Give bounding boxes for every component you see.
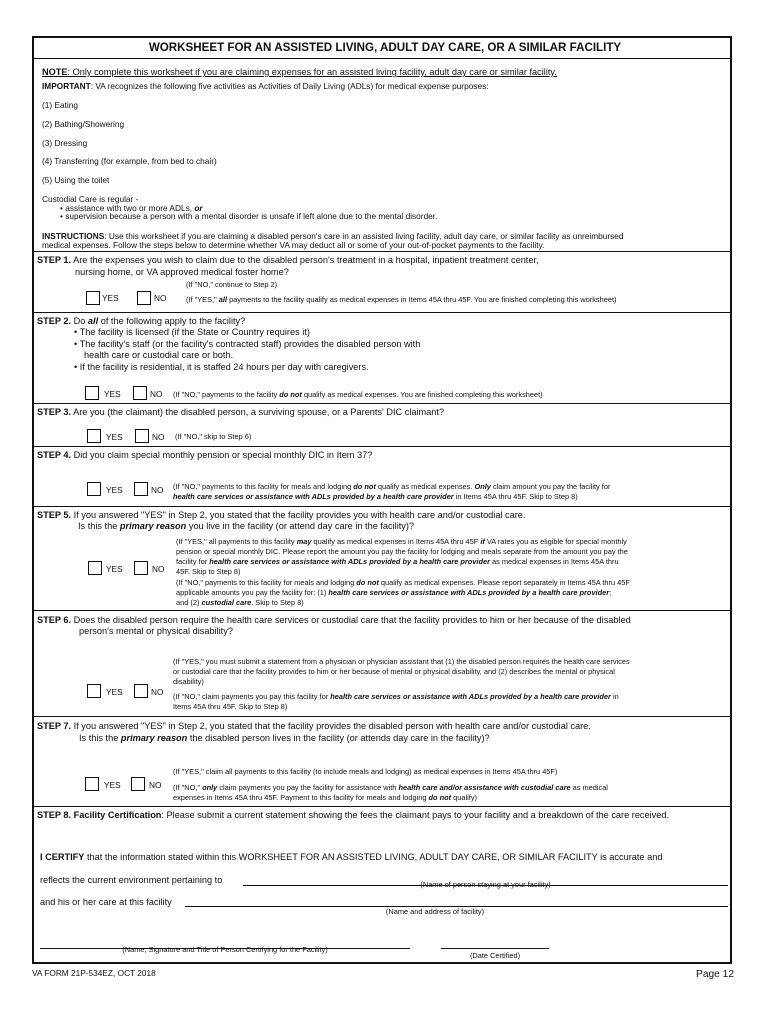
step6-if-yes: disability) — [173, 677, 204, 686]
custodial-intro: Custodial Care is regular - — [42, 194, 139, 204]
person-name-caption: (Name of person staying at your facility) — [420, 880, 551, 889]
step5-if-yes: 45F. Skip to Step 8) — [176, 567, 241, 576]
page-number: Page 12 — [696, 969, 734, 980]
step3-no-checkbox[interactable] — [135, 429, 149, 443]
no-label: NO — [149, 780, 162, 790]
adl-item: (3) Dressing — [42, 138, 88, 148]
step7-question: Is this the primary reason the disabled person lives in the facility (or attends day care in the facility)? — [79, 733, 490, 743]
step6-question: person's mental or physical disability? — [79, 626, 233, 636]
instructions-line: medical expenses. Follow the steps below to determine whether VA may deduct all or some of your out-of-pocket payments to the facility. — [42, 240, 545, 250]
step2-yes-checkbox[interactable] — [85, 386, 99, 400]
divider — [33, 806, 732, 807]
step1-yes-checkbox[interactable] — [86, 291, 100, 305]
important-line: IMPORTANT: VA recognizes the following five activities as Activities of Daily Living (ADLs) for medical expense purposes: — [42, 81, 489, 91]
step2-bullet: • The facility's staff (or the facility's contracted staff) provides the disabled person with — [74, 339, 421, 349]
yes-label: YES — [106, 432, 123, 442]
certify-line: I CERTIFY that the information stated within this WORKSHEET FOR AN ASSISTED LIVING, ADULT DAY CARE, OR SIMILAR FACILITY is accurate and — [40, 852, 663, 862]
step5-if-yes: facility for health care services or assistance with ADLs provided by a health care provider as medical expenses in Items 45A thru — [176, 557, 619, 566]
period: . — [729, 897, 732, 907]
step4-no-checkbox[interactable] — [134, 482, 148, 496]
divider — [33, 251, 732, 252]
no-label: NO — [151, 485, 164, 495]
step5-yes-checkbox[interactable] — [88, 561, 102, 575]
step6-no-checkbox[interactable] — [134, 684, 148, 698]
no-label: NO — [152, 432, 165, 442]
step1-no-checkbox[interactable] — [137, 291, 151, 305]
divider — [33, 403, 732, 404]
step7-if-no: (If "NO," only claim payments you pay the facility for assistance with health care and/or assistance with custodial care as medical — [173, 783, 608, 792]
step6-if-yes: (If "YES," you must submit a statement from a physician or physician assistant that (1) the disabled person requires the health care services — [173, 657, 630, 666]
no-label: NO — [151, 687, 164, 697]
step5-no-checkbox[interactable] — [134, 561, 148, 575]
step4-if-no: (If "NO," payments to this facility for meals and lodging do not qualify as medical expenses. Only claim amount you pay the facility for — [173, 482, 611, 491]
step1-if-yes: (If "YES," all payments to the facility qualify as medical expenses in Items 45A thru 45F. You are finished completing this worksheet) — [186, 295, 617, 304]
step1-question: STEP 1. Are the expenses you wish to claim due to the disabled person's treatment in a hospital, inpatient treatment center, — [37, 255, 539, 265]
note-line: NOTE: Only complete this worksheet if you are claiming expenses for an assisted living facility, adult day care or similar facility. — [42, 67, 557, 77]
facility-name-caption: (Name and address of facility) — [385, 907, 485, 916]
custodial-bullet: • supervision because a person with a mental disorder is unsafe if left alone due to the mental disorder. — [60, 211, 438, 221]
certify-line: and his or her care at this facility — [40, 897, 172, 907]
step5-if-no: applicable amounts you pay the facility for: (1) health care services or assistance with ADLs provided by a health care provider; — [176, 588, 612, 597]
divider — [33, 610, 732, 611]
yes-label: YES — [106, 485, 123, 495]
signature-caption: (Name, Signature and Title of Person Certifying for the Facility) — [122, 945, 328, 954]
step2-no-checkbox[interactable] — [133, 386, 147, 400]
divider — [33, 446, 732, 447]
no-label: NO — [150, 389, 163, 399]
step1-if-no: (If "NO," continue to Step 2) — [186, 280, 278, 289]
step5-if-no: (If "NO," payments to this facility for meals and lodging do not qualify as medical expenses. Please report separately in Items 45A thru 45F — [176, 578, 630, 587]
step6-yes-checkbox[interactable] — [87, 684, 101, 698]
step7-no-checkbox[interactable] — [131, 777, 145, 791]
step3-yes-checkbox[interactable] — [87, 429, 101, 443]
step6-if-no: Items 45A thru 45F. Skip to Step 8) — [173, 702, 288, 711]
step4-question: STEP 4. Did you claim special monthly pension or special monthly DIC in Item 37? — [37, 450, 373, 460]
custodial-bullet: • assistance with two or more ADLs, or — [60, 203, 203, 213]
adl-item: (4) Transferring (for example, from bed to chair) — [42, 156, 217, 166]
step2-if-no: (If "NO," payments to the facility do not qualify as medical expenses. You are finished completing this worksheet) — [173, 390, 543, 399]
step7-if-yes: (If "YES," claim all payments to this facility (to include meals and lodging) as medical expenses in Items 45A thru 45F) — [173, 767, 558, 776]
step2-question: STEP 2. Do all of the following apply to the facility? — [37, 316, 246, 326]
step2-bullet: • The facility is licensed (if the State or Country requires it) — [74, 327, 310, 337]
step4-yes-checkbox[interactable] — [87, 482, 101, 496]
divider — [33, 58, 732, 59]
step4-if-no: health care services or assistance with ADLs provided by a health care provider in Items 45A thru 45F. Skip to Step 8) — [173, 492, 578, 501]
instructions-line: INSTRUCTIONS: Use this worksheet if you are claiming a disabled person's care in an assisted living facility, adult day care, or similar facility as unreimbursed — [42, 231, 624, 241]
divider — [33, 716, 732, 717]
adl-item: (2) Bathing/Showering — [42, 119, 125, 129]
step6-if-yes: or custodial care that the facility provides to him or her because of mental or physical disability, and (2) describes the mental or physical — [173, 667, 615, 676]
yes-label: YES — [102, 293, 119, 303]
yes-label: YES — [106, 564, 123, 574]
step5-if-no: and (2) custodial care. Skip to Step 8) — [176, 598, 304, 607]
form-title: WORKSHEET FOR AN ASSISTED LIVING, ADULT DAY CARE, OR A SIMILAR FACILITY — [148, 41, 622, 54]
divider — [33, 506, 732, 507]
yes-label: YES — [104, 389, 121, 399]
step2-bullet: • If the facility is residential, it is staffed 24 hours per day with caregivers. — [74, 362, 369, 372]
yes-label: YES — [106, 687, 123, 697]
step7-if-no: expenses in Items 45A thru 45F. Payment to this facility for meals and lodging do not qualify) — [173, 793, 477, 802]
date-caption: (Date Certified) — [469, 951, 521, 960]
certify-line: reflects the current environment pertaining to — [40, 875, 223, 885]
step3-question: STEP 3. Are you (the claimant) the disabled person, a surviving spouse, or a Parents' DIC claimant? — [37, 407, 445, 417]
no-label: NO — [154, 293, 167, 303]
step7-question: STEP 7. If you answered "YES" in Step 2, you stated that the facility provides the disabled person with health care and/or custodial care. — [37, 721, 591, 731]
step3-if-no: (If "NO," skip to Step 6) — [175, 432, 252, 441]
step5-if-yes: pension or special monthly DIC. Please report the amount you pay the facility for lodging and meals separate from the amount you pay the — [176, 547, 628, 556]
step5-question: STEP 5. If you answered "YES" in Step 2, you stated that the facility provides you with health care and/or custodial care. — [37, 510, 526, 520]
step6-question: STEP 6. Does the disabled person require the health care services or custodial care that the facility provides to him or her because of the disabled — [37, 615, 631, 625]
step5-if-yes: (If "YES," all payments to this facility may qualify as medical expenses in Items 45A thru 45F if VA rates you as eligible for special monthly — [176, 537, 627, 546]
yes-label: YES — [104, 780, 121, 790]
divider — [33, 312, 732, 313]
adl-item: (5) Using the toilet — [42, 175, 110, 185]
step6-if-no: (If "NO," claim payments you pay this facility for health care services or assistance with ADLs provided by a health care provider in — [173, 692, 619, 701]
form-number: VA FORM 21P-534EZ, OCT 2018 — [32, 968, 156, 978]
adl-item: (1) Eating — [42, 100, 78, 110]
step8-text: STEP 8. Facility Certification: Please submit a current statement showing the fees the claimant pays to your facility and a breakdown of the care received. — [37, 810, 670, 820]
no-label: NO — [152, 564, 165, 574]
date-field[interactable] — [441, 948, 549, 949]
step1-question: nursing home, or VA approved medical foster home? — [75, 267, 289, 277]
step7-yes-checkbox[interactable] — [85, 777, 99, 791]
step2-bullet: health care or custodial care or both. — [84, 350, 234, 360]
step5-question: Is this the primary reason you live in the facility (or attend day care in the facility)? — [78, 521, 415, 531]
